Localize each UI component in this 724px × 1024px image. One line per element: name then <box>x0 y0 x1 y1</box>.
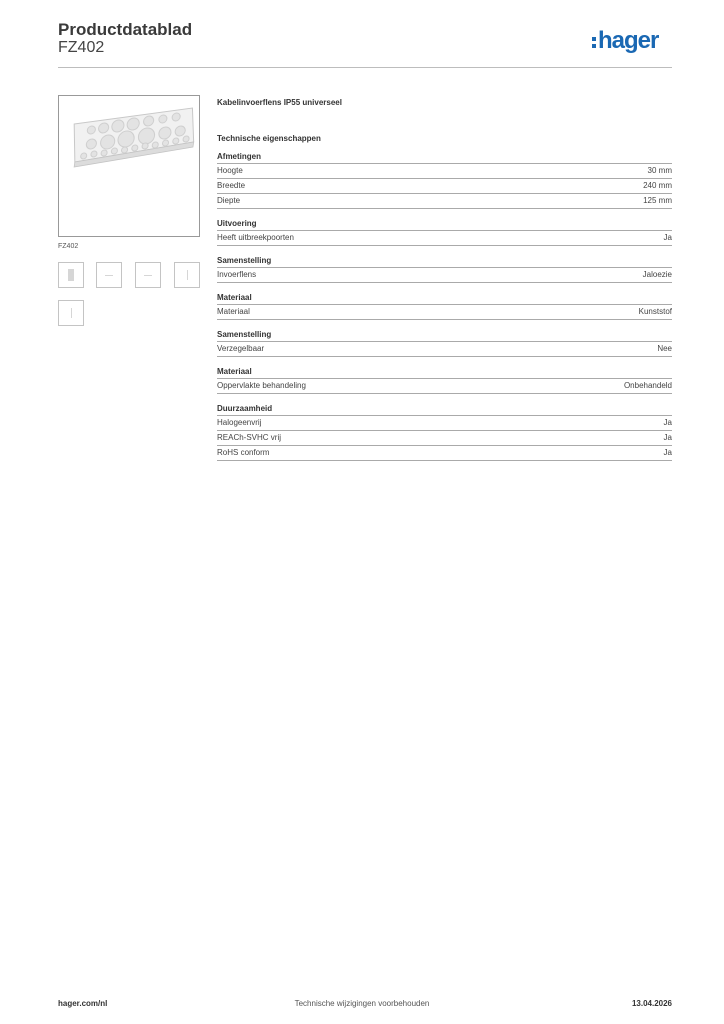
spec-value: 240 mm <box>643 181 672 190</box>
spec-group-title: Afmetingen <box>217 151 672 164</box>
spec-row <box>217 268 672 283</box>
spec-group-title: Materiaal <box>217 366 672 379</box>
spec-group <box>217 403 672 461</box>
spec-label: Halogeenvrij <box>217 418 262 427</box>
spec-row <box>217 164 672 179</box>
spec-label: Heeft uitbreekpoorten <box>217 233 294 242</box>
spec-group <box>217 329 672 357</box>
spec-group-title: Uitvoering <box>217 218 672 231</box>
spec-label: Diepte <box>217 196 241 205</box>
spec-label: Invoerflens <box>217 270 257 279</box>
spec-row <box>217 431 672 446</box>
spec-value: Kunststof <box>638 307 672 316</box>
spec-label: Verzegelbaar <box>217 344 265 353</box>
spec-group <box>217 366 672 394</box>
spec-group-title: Materiaal <box>217 292 672 305</box>
spec-group <box>217 292 672 320</box>
spec-group-title: Samenstelling <box>217 255 672 268</box>
product-code: FZ402 <box>58 39 105 56</box>
thumbnail-1[interactable] <box>58 262 84 288</box>
hager-logo <box>592 29 658 53</box>
product-name: Kabelinvoerflens IP55 universeel <box>217 98 342 107</box>
spec-value: 125 mm <box>643 196 672 205</box>
image-caption: FZ402 <box>58 243 79 250</box>
spec-value: 30 mm <box>647 166 672 175</box>
footer-date: 13.04.2026 <box>631 999 672 1008</box>
footer-disclaimer: Technische wijzigingen voorbehouden <box>294 999 430 1008</box>
specifications <box>217 96 672 470</box>
spec-value: Ja <box>663 418 672 427</box>
spec-group-title: Samenstelling <box>217 329 672 342</box>
header-divider <box>58 67 672 68</box>
spec-row <box>217 179 672 194</box>
product-image[interactable] <box>58 95 200 237</box>
spec-label: Oppervlakte behandeling <box>217 381 306 390</box>
spec-row <box>217 305 672 320</box>
spec-row <box>217 342 672 357</box>
spec-group-title: Duurzaamheid <box>217 403 672 416</box>
thumbnail-5[interactable] <box>58 300 84 326</box>
spec-label: Materiaal <box>217 307 250 316</box>
spec-label: REACh-SVHC vrij <box>217 433 282 442</box>
section-title: Technische eigenschappen <box>217 134 321 143</box>
spec-value: Ja <box>663 233 672 242</box>
page-title: Productdatablad <box>58 20 193 39</box>
spec-group <box>217 218 672 246</box>
spec-group <box>217 151 672 209</box>
spec-label: Breedte <box>217 181 246 190</box>
spec-row <box>217 379 672 394</box>
spec-value: Ja <box>663 433 672 442</box>
logo-text: hager <box>598 27 659 54</box>
spec-label: RoHS conform <box>217 448 270 457</box>
spec-row <box>217 194 672 209</box>
spec-value: Jaloezie <box>642 270 672 279</box>
thumbnail-4[interactable] <box>174 262 200 288</box>
spec-row <box>217 446 672 461</box>
spec-value: Nee <box>657 344 672 353</box>
spec-value: Ja <box>663 448 672 457</box>
footer-website[interactable]: hager.com/nl <box>58 999 108 1008</box>
spec-value: Onbehandeld <box>623 381 672 390</box>
thumbnail-2[interactable] <box>96 262 122 288</box>
spec-row <box>217 231 672 246</box>
spec-label: Hoogte <box>217 166 243 175</box>
spec-group <box>217 255 672 283</box>
spec-row <box>217 416 672 431</box>
thumbnail-3[interactable] <box>135 262 161 288</box>
